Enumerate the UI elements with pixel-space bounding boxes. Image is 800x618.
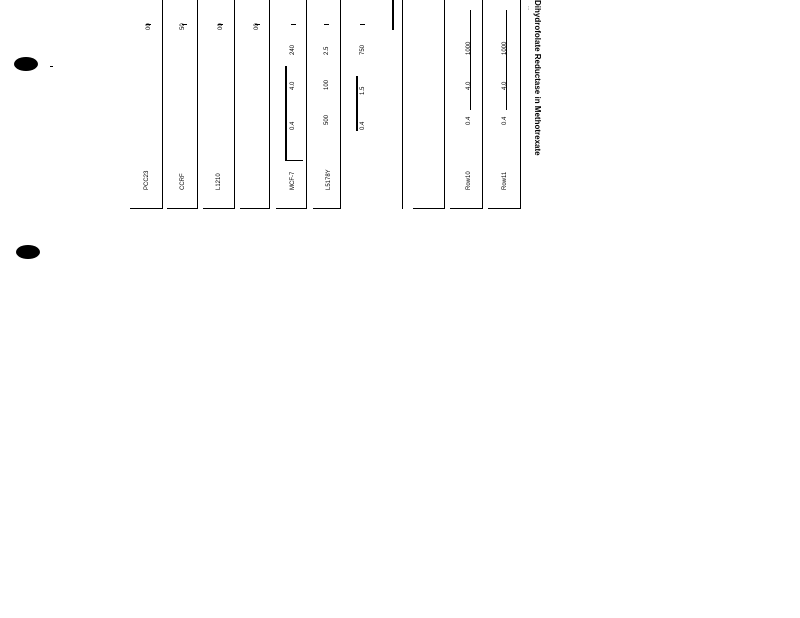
cell-value: 240 <box>290 44 296 55</box>
table-column <box>413 0 445 209</box>
cell-value: 00 <box>146 23 152 30</box>
cell-value: 4.0 <box>290 81 296 90</box>
row-label: CCRF <box>180 173 186 190</box>
cell-value: 0.4 <box>290 121 296 130</box>
bracket <box>506 10 507 110</box>
document-subtitle: ... <box>526 6 532 11</box>
tick <box>360 24 365 25</box>
cell-value: 500 <box>324 114 330 125</box>
cell-value: 0.4 <box>360 121 366 130</box>
cell-value: 1000 <box>502 41 508 55</box>
punch-hole-bottom <box>16 245 40 259</box>
bracket <box>285 66 287 161</box>
document-title: Dihydrofolate Reductase in Methotrexate <box>533 0 542 156</box>
row-label: Row11 <box>502 171 508 190</box>
cell-value: 100 <box>324 79 330 90</box>
bracket <box>470 10 471 110</box>
bracket <box>356 76 358 131</box>
cell-value: 50 <box>180 23 186 30</box>
cell-value: 00 <box>254 23 260 30</box>
scan-speck <box>50 66 53 67</box>
cell-value: 0.4 <box>502 116 508 125</box>
cell-value: 2.5 <box>324 46 330 55</box>
punch-hole-top <box>14 57 38 71</box>
row-label: L5178Y <box>326 169 332 190</box>
cell-value: 4.0 <box>466 81 472 90</box>
table-column <box>345 0 403 209</box>
row-label: L1210 <box>216 173 222 190</box>
cell-value: 4.0 <box>502 81 508 90</box>
cell-value: 1000 <box>466 41 472 55</box>
row-label: Row10 <box>466 171 472 190</box>
rotated-table-scan <box>130 0 545 212</box>
bracket <box>285 160 303 161</box>
cell-value: 0.4 <box>466 116 472 125</box>
table-column <box>240 0 270 209</box>
cell-value: 750 <box>360 44 366 55</box>
row-label: PCC23 <box>144 170 150 190</box>
row-label: MCF-7 <box>290 171 296 190</box>
bracket <box>392 0 394 30</box>
cell-value: 1.5 <box>360 86 366 95</box>
cell-value: 00 <box>218 23 224 30</box>
tick <box>324 24 329 25</box>
tick <box>291 24 296 25</box>
